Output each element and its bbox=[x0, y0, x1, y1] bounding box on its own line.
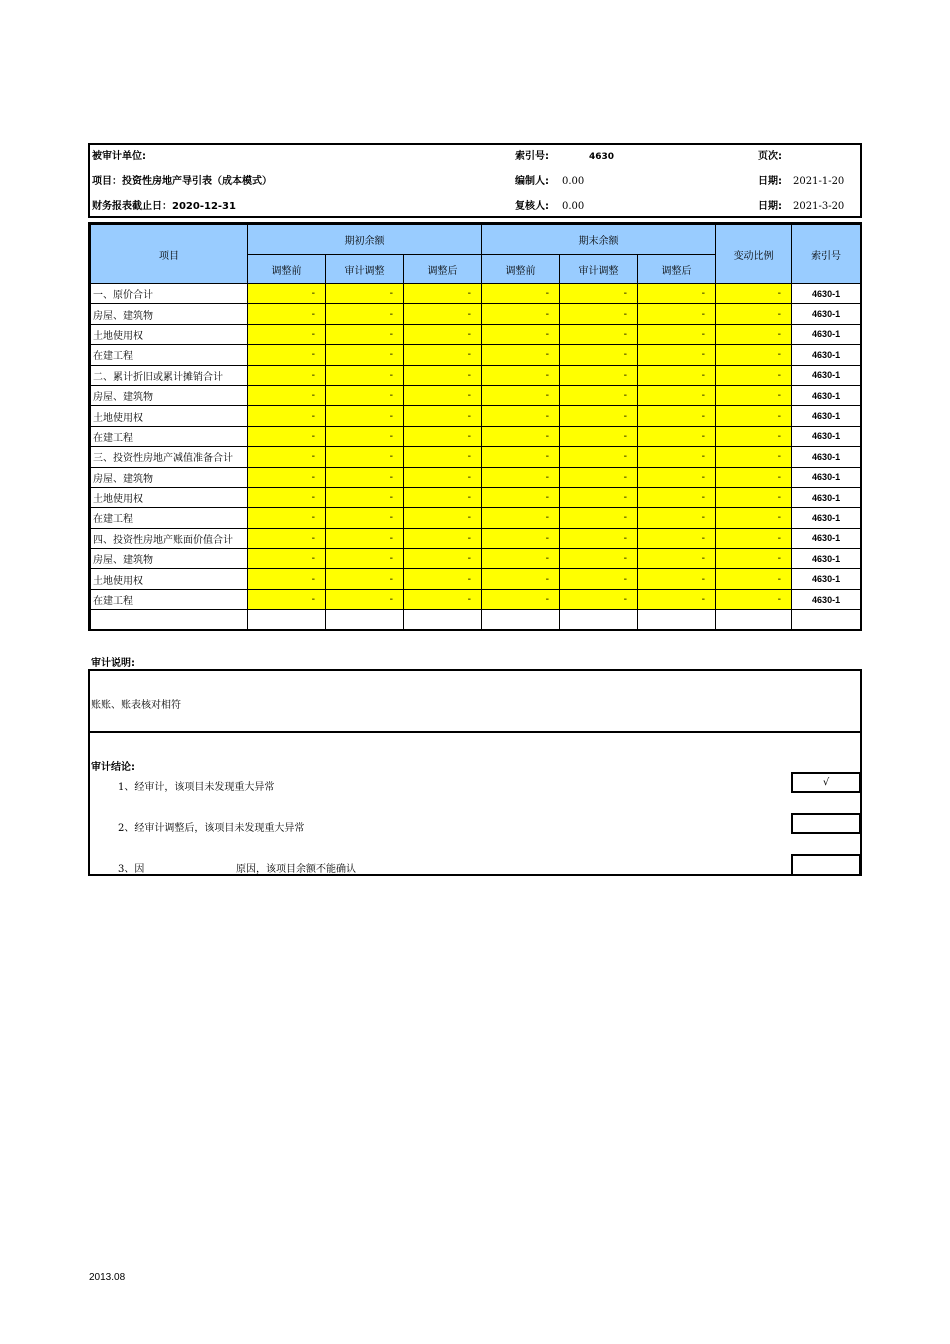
table-row bbox=[91, 385, 861, 405]
value-cell[interactable]: - bbox=[326, 426, 404, 446]
value-cell[interactable]: - bbox=[638, 406, 716, 426]
value-cell[interactable]: - bbox=[326, 549, 404, 569]
col-header-index: 索引号 bbox=[792, 225, 861, 284]
value-cell[interactable]: - bbox=[326, 365, 404, 385]
row-label: 在建工程 bbox=[91, 426, 248, 446]
table-row bbox=[91, 365, 861, 385]
value-cell[interactable]: - bbox=[404, 426, 482, 446]
value-cell[interactable]: - bbox=[560, 549, 638, 569]
value-cell[interactable]: - bbox=[404, 569, 482, 589]
reviewer-label: 复核人: bbox=[515, 201, 549, 212]
value-cell[interactable]: - bbox=[716, 345, 792, 365]
value-cell[interactable]: - bbox=[482, 304, 560, 324]
value-cell[interactable]: - bbox=[560, 589, 638, 609]
value-cell[interactable]: - bbox=[404, 447, 482, 467]
value-cell[interactable]: - bbox=[560, 304, 638, 324]
row-label: 四、投资性房地产账面价值合计 bbox=[91, 528, 248, 548]
empty-cell bbox=[638, 610, 716, 630]
col-opening-audit-adj: 审计调整 bbox=[326, 255, 404, 284]
value-cell[interactable]: - bbox=[716, 385, 792, 405]
row-index-ref[interactable]: 4630-1 bbox=[792, 487, 861, 507]
value-cell[interactable]: - bbox=[248, 569, 326, 589]
conclusion-3-suffix: 原因，该项目余额不能确认 bbox=[236, 864, 356, 875]
value-cell[interactable]: - bbox=[560, 569, 638, 589]
row-index-ref[interactable]: 4630-1 bbox=[792, 447, 861, 467]
value-cell[interactable]: - bbox=[404, 467, 482, 487]
conclusion-box bbox=[88, 731, 862, 876]
header-box bbox=[88, 143, 862, 218]
value-cell[interactable]: - bbox=[560, 426, 638, 446]
value-cell[interactable]: - bbox=[482, 426, 560, 446]
value-cell[interactable]: - bbox=[560, 284, 638, 304]
value-cell[interactable]: - bbox=[716, 426, 792, 446]
value-cell[interactable]: - bbox=[404, 284, 482, 304]
value-cell[interactable]: - bbox=[326, 467, 404, 487]
value-cell[interactable]: - bbox=[326, 304, 404, 324]
value-cell[interactable]: - bbox=[248, 549, 326, 569]
table-row bbox=[91, 569, 861, 589]
col-closing-before: 调整前 bbox=[482, 255, 560, 284]
value-cell[interactable]: - bbox=[404, 385, 482, 405]
col-closing-audit-adj: 审计调整 bbox=[560, 255, 638, 284]
row-label: 在建工程 bbox=[91, 345, 248, 365]
value-cell[interactable]: - bbox=[326, 508, 404, 528]
empty-cell bbox=[482, 610, 560, 630]
preparer-label: 编制人: bbox=[515, 176, 549, 187]
value-cell[interactable]: - bbox=[326, 324, 404, 344]
col-header-item: 项目 bbox=[91, 225, 248, 284]
value-cell[interactable]: - bbox=[716, 324, 792, 344]
conclusion-3-checkbox[interactable] bbox=[791, 854, 861, 876]
value-cell[interactable]: - bbox=[326, 487, 404, 507]
date2-label: 日期: bbox=[758, 201, 782, 212]
report-date-label: 财务报表截止日：2020-12-31 bbox=[92, 201, 236, 212]
col-closing-after: 调整后 bbox=[638, 255, 716, 284]
value-cell[interactable]: - bbox=[482, 528, 560, 548]
col-header-change-ratio: 变动比例 bbox=[716, 225, 792, 284]
value-cell[interactable]: - bbox=[716, 304, 792, 324]
value-cell[interactable]: - bbox=[716, 447, 792, 467]
row-label: 一、原价合计 bbox=[91, 284, 248, 304]
row-label: 房屋、建筑物 bbox=[91, 549, 248, 569]
index-value: 4630 bbox=[589, 152, 615, 162]
value-cell[interactable]: - bbox=[638, 528, 716, 548]
value-cell[interactable]: - bbox=[638, 385, 716, 405]
row-index-ref[interactable]: 4630-1 bbox=[792, 406, 861, 426]
value-cell[interactable]: - bbox=[326, 569, 404, 589]
table-row bbox=[91, 324, 861, 344]
value-cell[interactable]: - bbox=[638, 467, 716, 487]
row-index-ref[interactable]: 4630-1 bbox=[792, 324, 861, 344]
row-label: 土地使用权 bbox=[91, 324, 248, 344]
value-cell[interactable]: - bbox=[404, 549, 482, 569]
value-cell[interactable]: - bbox=[638, 365, 716, 385]
value-cell[interactable]: - bbox=[560, 447, 638, 467]
value-cell[interactable]: - bbox=[326, 406, 404, 426]
value-cell[interactable]: - bbox=[716, 284, 792, 304]
table-row bbox=[91, 426, 861, 446]
value-cell[interactable]: - bbox=[716, 467, 792, 487]
value-cell[interactable]: - bbox=[638, 426, 716, 446]
value-cell[interactable]: - bbox=[716, 549, 792, 569]
value-cell[interactable]: - bbox=[248, 406, 326, 426]
value-cell[interactable]: - bbox=[326, 385, 404, 405]
table-row bbox=[91, 447, 861, 467]
value-cell[interactable]: - bbox=[248, 467, 326, 487]
project-label: 项目：投资性房地产导引表（成本模式） bbox=[92, 176, 272, 187]
value-cell[interactable]: - bbox=[482, 569, 560, 589]
value-cell[interactable]: - bbox=[248, 426, 326, 446]
value-cell[interactable]: - bbox=[404, 589, 482, 609]
row-label: 土地使用权 bbox=[91, 406, 248, 426]
value-cell[interactable]: - bbox=[326, 589, 404, 609]
value-cell[interactable]: - bbox=[560, 467, 638, 487]
value-cell[interactable]: - bbox=[716, 406, 792, 426]
empty-cell bbox=[248, 610, 326, 630]
row-label: 房屋、建筑物 bbox=[91, 385, 248, 405]
table-row bbox=[91, 304, 861, 324]
value-cell[interactable]: - bbox=[482, 385, 560, 405]
col-group-closing: 期末余额 bbox=[482, 225, 716, 255]
value-cell[interactable]: - bbox=[716, 487, 792, 507]
value-cell[interactable]: - bbox=[248, 345, 326, 365]
value-cell[interactable]: - bbox=[638, 487, 716, 507]
value-cell[interactable]: - bbox=[482, 345, 560, 365]
date1-label: 日期: bbox=[758, 176, 782, 187]
row-index-ref[interactable]: 4630-1 bbox=[792, 304, 861, 324]
row-label: 土地使用权 bbox=[91, 487, 248, 507]
table-row bbox=[91, 345, 861, 365]
row-label: 房屋、建筑物 bbox=[91, 467, 248, 487]
value-cell[interactable]: - bbox=[560, 365, 638, 385]
page-label: 页次: bbox=[758, 151, 782, 162]
value-cell[interactable]: - bbox=[560, 406, 638, 426]
row-label: 三、投资性房地产减值准备合计 bbox=[91, 447, 248, 467]
value-cell[interactable]: - bbox=[560, 345, 638, 365]
value-cell[interactable]: - bbox=[326, 528, 404, 548]
value-cell[interactable]: - bbox=[404, 345, 482, 365]
row-index-ref[interactable]: 4630-1 bbox=[792, 569, 861, 589]
empty-cell bbox=[716, 610, 792, 630]
row-label: 二、累计折旧或累计摊销合计 bbox=[91, 365, 248, 385]
row-index-ref[interactable]: 4630-1 bbox=[792, 589, 861, 609]
row-label: 在建工程 bbox=[91, 508, 248, 528]
empty-cell bbox=[91, 610, 248, 630]
col-opening-before: 调整前 bbox=[248, 255, 326, 284]
conclusion-2-checkbox[interactable] bbox=[791, 813, 861, 834]
conclusion-2-text: 2、经审计调整后，该项目未发现重大异常 bbox=[118, 823, 305, 834]
value-cell[interactable]: - bbox=[404, 324, 482, 344]
table-row bbox=[91, 406, 861, 426]
value-cell[interactable]: - bbox=[404, 365, 482, 385]
col-opening-after: 调整后 bbox=[404, 255, 482, 284]
value-cell[interactable]: - bbox=[404, 487, 482, 507]
value-cell[interactable]: - bbox=[482, 406, 560, 426]
value-cell[interactable]: - bbox=[638, 569, 716, 589]
empty-cell bbox=[326, 610, 404, 630]
audit-note-box bbox=[88, 669, 862, 733]
row-index-ref[interactable]: 4630-1 bbox=[792, 426, 861, 446]
value-cell[interactable]: - bbox=[638, 508, 716, 528]
value-cell[interactable]: - bbox=[248, 589, 326, 609]
value-cell[interactable]: - bbox=[560, 487, 638, 507]
value-cell[interactable]: - bbox=[638, 324, 716, 344]
value-cell[interactable]: - bbox=[482, 365, 560, 385]
row-index-ref[interactable]: 4630-1 bbox=[792, 467, 861, 487]
preparer-value: 0.00 bbox=[562, 176, 585, 187]
date2-value: 2021-3-20 bbox=[793, 201, 845, 212]
conclusion-1-text: 1、经审计，该项目未发现重大异常 bbox=[118, 782, 275, 793]
col-group-opening: 期初余额 bbox=[248, 225, 482, 255]
value-cell[interactable]: - bbox=[638, 304, 716, 324]
balance-table bbox=[88, 222, 862, 631]
value-cell[interactable]: - bbox=[482, 508, 560, 528]
value-cell[interactable]: - bbox=[638, 447, 716, 467]
value-cell[interactable]: - bbox=[482, 284, 560, 304]
date1-value: 2021-1-20 bbox=[793, 176, 845, 187]
value-cell[interactable]: - bbox=[560, 324, 638, 344]
row-label: 房屋、建筑物 bbox=[91, 304, 248, 324]
value-cell[interactable]: - bbox=[326, 345, 404, 365]
value-cell[interactable]: - bbox=[560, 385, 638, 405]
value-cell[interactable]: - bbox=[638, 549, 716, 569]
conclusion-1-checkbox[interactable]: √ bbox=[791, 772, 861, 793]
value-cell[interactable]: - bbox=[404, 406, 482, 426]
value-cell[interactable]: - bbox=[716, 508, 792, 528]
value-cell[interactable]: - bbox=[404, 508, 482, 528]
table-row bbox=[91, 284, 861, 304]
row-index-ref[interactable]: 4630-1 bbox=[792, 528, 861, 548]
empty-cell bbox=[560, 610, 638, 630]
value-cell[interactable]: - bbox=[560, 528, 638, 548]
reviewer-value: 0.00 bbox=[562, 201, 585, 212]
value-cell[interactable]: - bbox=[482, 487, 560, 507]
value-cell[interactable]: - bbox=[638, 284, 716, 304]
footer-version: 2013.08 bbox=[89, 1272, 126, 1283]
empty-cell bbox=[404, 610, 482, 630]
table-row bbox=[91, 508, 861, 528]
value-cell[interactable]: - bbox=[248, 324, 326, 344]
table-row bbox=[91, 549, 861, 569]
row-index-ref[interactable]: 4630-1 bbox=[792, 549, 861, 569]
empty-row bbox=[91, 610, 861, 630]
value-cell[interactable]: - bbox=[248, 365, 326, 385]
audit-note-text: 账账、账表核对相符 bbox=[91, 700, 181, 711]
value-cell[interactable]: - bbox=[638, 589, 716, 609]
row-index-ref[interactable]: 4630-1 bbox=[792, 365, 861, 385]
value-cell[interactable]: - bbox=[326, 284, 404, 304]
value-cell[interactable]: - bbox=[716, 365, 792, 385]
value-cell[interactable]: - bbox=[482, 324, 560, 344]
table-row bbox=[91, 589, 861, 609]
value-cell[interactable]: - bbox=[482, 467, 560, 487]
value-cell[interactable]: - bbox=[248, 508, 326, 528]
conclusion-3-prefix: 3、因 bbox=[118, 864, 145, 875]
value-cell[interactable]: - bbox=[404, 528, 482, 548]
value-cell[interactable]: - bbox=[404, 304, 482, 324]
conclusion-label: 审计结论: bbox=[91, 762, 135, 773]
value-cell[interactable]: - bbox=[248, 487, 326, 507]
value-cell[interactable]: - bbox=[482, 447, 560, 467]
value-cell[interactable]: - bbox=[248, 528, 326, 548]
row-index-ref[interactable]: 4630-1 bbox=[792, 345, 861, 365]
value-cell[interactable]: - bbox=[716, 528, 792, 548]
row-index-ref[interactable]: 4630-1 bbox=[792, 284, 861, 304]
index-label: 索引号: bbox=[515, 151, 549, 162]
audit-note-label: 审计说明: bbox=[91, 658, 135, 669]
audited-unit-label: 被审计单位: bbox=[92, 151, 146, 162]
value-cell[interactable]: - bbox=[716, 589, 792, 609]
empty-cell bbox=[792, 610, 861, 630]
value-cell[interactable]: - bbox=[560, 508, 638, 528]
table-row bbox=[91, 528, 861, 548]
row-index-ref[interactable]: 4630-1 bbox=[792, 385, 861, 405]
value-cell[interactable]: - bbox=[638, 345, 716, 365]
row-index-ref[interactable]: 4630-1 bbox=[792, 508, 861, 528]
table-row bbox=[91, 487, 861, 507]
value-cell[interactable]: - bbox=[248, 385, 326, 405]
row-label: 在建工程 bbox=[91, 589, 248, 609]
row-label: 土地使用权 bbox=[91, 569, 248, 589]
value-cell[interactable]: - bbox=[326, 447, 404, 467]
value-cell[interactable]: - bbox=[482, 549, 560, 569]
value-cell[interactable]: - bbox=[248, 284, 326, 304]
value-cell[interactable]: - bbox=[248, 447, 326, 467]
value-cell[interactable]: - bbox=[716, 569, 792, 589]
table-row bbox=[91, 467, 861, 487]
value-cell[interactable]: - bbox=[482, 589, 560, 609]
value-cell[interactable]: - bbox=[248, 304, 326, 324]
